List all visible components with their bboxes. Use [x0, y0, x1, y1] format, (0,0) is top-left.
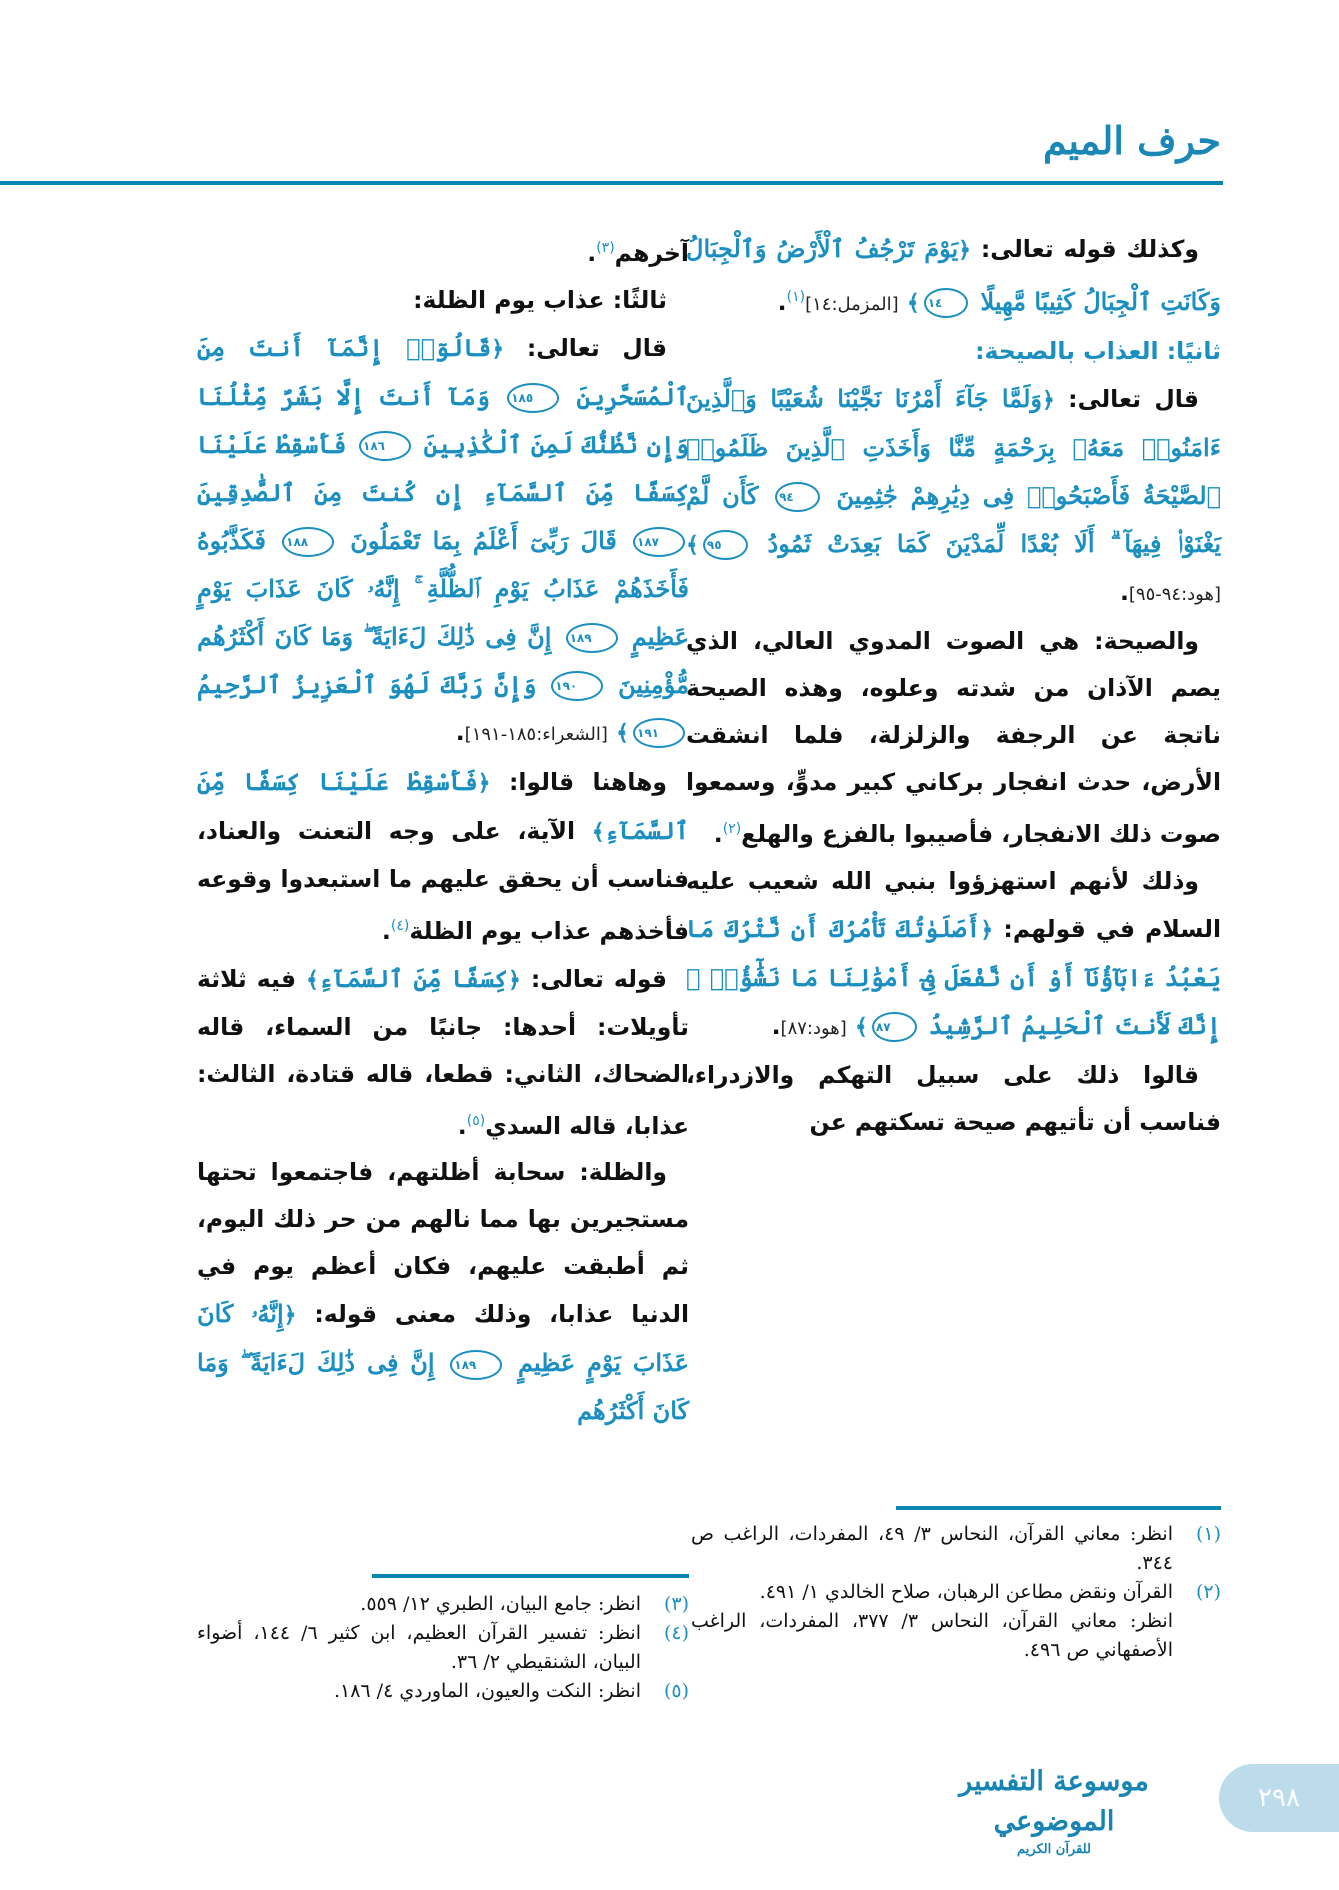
footnote-divider: [372, 1574, 689, 1578]
quran-close-bracket-icon: ﴾: [906, 290, 920, 316]
footnote-marker[interactable]: (٣): [596, 240, 615, 256]
quran-open-bracket-icon: ﴿: [980, 917, 994, 943]
section-heading: ثانيًا: العذاب بالصيحة:: [975, 336, 1221, 365]
body-text: قالوا ذلك على سبيل التهكم والازدراء، فناسب أن تأتيهم صيحة تسكتهم عن: [686, 1060, 1221, 1136]
quran-open-bracket-icon: ﴿: [958, 238, 972, 263]
footnote-number: (٢): [1195, 1581, 1221, 1603]
ayah-number: ١٤: [924, 288, 969, 318]
footnote-number: (٣): [663, 1593, 689, 1615]
quran-verse: وَإِنَّ رَبَّكَ لَهُوَ ٱلْعَزِيزُ ٱلرَّحِيمُ: [197, 669, 537, 699]
body-text: قوله تعالى:: [530, 964, 668, 993]
footnote: [691, 1520, 1221, 1578]
quran-verse: قَالُوٓا۟ إِنَّمَآ أَنتَ مِنَ ٱلْمُسَحَّرِينَ: [197, 332, 689, 411]
quran-open-bracket-icon: ﴿: [508, 967, 521, 993]
body-text: وذلك لأنهم استهزؤوا بنبي الله شعيب عليه السلام في قولهم:: [686, 866, 1222, 943]
body-text: وكذلك قوله تعالى:: [980, 235, 1199, 263]
quran-close-bracket-icon: ﴾: [591, 819, 605, 845]
quran-verse: وَمَآ أَنتَ إِلَّا بَشَرٌ مِّثْلُنَا وَإِن نَّظُنُّكَ لَمِنَ ٱلْكَٰذِبِينَ: [197, 381, 689, 459]
paragraph: قال تعالى: ﴿قَالُوٓا۟ إِنَّمَآ أَنتَ مِنَ ٱلْمُسَحَّرِينَ ١٨٥ وَمَآ أَنتَ إِلَّا بَشَرٌ مِّثْلُنَا وَإِن نَّظُنُّكَ لَمِنَ ٱلْكَٰذِبِينَ ١٨٦ فَأَسْقِطْ عَلَيْنَا كِسَفًا مِّنَ ٱلسَّمَآءِ إِن كُنتَ مِنَ ٱلصَّٰدِقِينَ ١٨٧ قَالَ رَبِّىٓ أَعْلَمُ بِمَا تَعْمَلُونَ ١٨٨ فَكَذَّبُوهُ فَأَخَذَهُمْ عَذَابُ يَوْمِ ٱلظُّلَّةِ ۚ إِنَّهُۥ كَانَ عَذَابَ يَوْمٍ عَظِيمٍ ١٨٩ إِنَّ فِى ذَٰلِكَ لَءَايَةً ۖ وَمَا كَانَ أَكْثَرُهُم مُّؤْمِنِينَ ١٩٠ وَإِنَّ رَبَّكَ لَهُوَ ٱلْعَزِيزُ ٱلرَّحِيمُ ١٩١﴾ [الشعراء:١٨٥-١٩١].: [197, 324, 689, 758]
verse-reference: [الشعراء:١٨٥-١٩١]: [464, 723, 608, 745]
ayah-number: ١٩٠: [551, 671, 603, 701]
ayah-number: ١٨٧: [633, 527, 685, 557]
quran-open-bracket-icon: ﴿: [477, 770, 491, 796]
quran-verse: وَلَمَّا جَآءَ أَمْرُنَا نَجَّيْنَا شُعَيْبًا وَٱلَّذِينَ ءَامَنُوا۟ مَعَهُۥ بِرَحْمَةٍ مِّنَّا وَأَخَذَتِ ٱلَّذِينَ ظَلَمُوا۟ ٱلصَّيْحَةُ فَأَصْبَحُوا۟ فِى دِيَٰرِهِمْ جَٰثِمِينَ: [686, 383, 1221, 510]
ayah-number: ١٩١: [633, 718, 685, 748]
footnote: [197, 1677, 689, 1706]
quran-verse: إِنَّ فِى ذَٰلِكَ لَءَايَةً ۖ وَمَا كَانَ أَكْثَرُهُم: [197, 1348, 689, 1426]
verse-reference: [هود:٨٧]: [780, 1017, 847, 1039]
quran-verse: كِسَفًا مِّنَ ٱلسَّمَآءِ: [318, 963, 508, 993]
ayah-number: ٩٤: [775, 482, 820, 512]
footnote-number: (١): [1195, 1523, 1221, 1545]
paragraph: والصيحة: هي الصوت المدوي العالي، الذي يصم الآذان من شدته وعلوه، وهذه الصيحة ناتجة عن الرجفة والزلزلة، فلما انشقت الأرض، حدث انفجار بركاني كبير مدوٍّ، وسمعوا صوت ذلك الانفجار، فأصيبوا بالفزع والهلع$^{(٢)}$.: [686, 626, 1221, 848]
quran-open-bracket-icon: ﴿: [1041, 387, 1055, 413]
section-heading: ثالثًا: عذاب يوم الظلة:: [413, 285, 667, 314]
ayah-number: ١٨٥: [507, 383, 559, 413]
footnote-marker[interactable]: (٢): [722, 820, 742, 837]
quran-close-bracket-icon: ﴾: [855, 1014, 868, 1040]
paragraph: وكذلك قوله تعالى: ﴿يَوْمَ تَرْجُفُ ٱلْأَرْضُ وَٱلْجِبَالُ وَكَانَتِ ٱلْجِبَالُ كَثِيبًا مَّهِيلًا ١٤﴾ [المزمل:١٤]$^{(١)}$.: [686, 225, 1221, 328]
footnote-marker[interactable]: (٤): [390, 917, 410, 934]
footnote-text: انظر: تفسير القرآن العظيم، ابن كثير ٦/ ١٤٤، أضواء البيان، الشنقيطي ٢/ ٣٦.: [197, 1622, 642, 1673]
footnotes-left: [197, 1590, 689, 1706]
footnote-marker[interactable]: (١): [786, 289, 806, 305]
verse-reference: [المزمل:١٤]: [805, 293, 899, 315]
footnote-marker[interactable]: (٥): [466, 1112, 486, 1129]
footnote-divider: [896, 1506, 1221, 1510]
quran-verse: فَأَسْقِطْ عَلَيْنَا كِسَفًا مِّنَ ٱلسَّمَآءِ: [197, 766, 689, 845]
quran-verse: كَأَن لَّمْ يَغْنَوْا۟ فِيهَآ ۗ أَلَا بُعْدًا لِّمَدْيَنَ كَمَا بَعِدَتْ ثَمُودُ: [686, 480, 1221, 558]
chapter-title: حرف الميم: [1043, 118, 1221, 163]
verse-reference: [هود:٩٤-٩٥]: [1128, 583, 1221, 605]
logo-title: موسوعة التفسير الموضوعي: [959, 1766, 1149, 1837]
footnote: [197, 1590, 689, 1619]
ayah-number: ١٨٩: [450, 1350, 502, 1380]
body-text: والصيحة: هي الصوت المدوي العالي، الذي يصم الآذان من شدته وعلوه، وهذه الصيحة ناتجة عن الرجفة والزلزلة، فلما انشقت الأرض، حدث انفجار بركاني كبير مدوٍّ، وسمعوا صوت ذلك الانفجار، فأصيبوا بالفزع والهلع: [686, 626, 1221, 848]
body-text: قال تعالى:: [1068, 384, 1199, 413]
quran-close-bracket-icon: ﴾: [306, 967, 319, 993]
footnote-text: انظر: معاني القرآن، النحاس ٣/ ٤٩، المفردات، الراغب ص ٣٤٤.: [691, 1523, 1173, 1574]
footnote-text: انظر: جامع البيان، الطبري ١٢/ ٥٥٩.: [360, 1593, 641, 1615]
ayah-number: ٩٥: [703, 530, 748, 560]
quran-close-bracket-icon: ﴾: [686, 532, 699, 558]
body-text: آخرهم: [614, 238, 689, 267]
ayah-number: ٨٧: [872, 1012, 917, 1042]
paragraph: آخرهم$^{(٣)}$.: [587, 238, 689, 267]
encyclopedia-logo: [929, 1762, 1179, 1858]
footnote: [691, 1578, 1221, 1607]
paragraph: قال تعالى: ﴿وَلَمَّا جَآءَ أَمْرُنَا نَجَّيْنَا شُعَيْبًا وَٱلَّذِينَ ءَامَنُوا۟ مَعَهُۥ بِرَحْمَةٍ مِّنَّا وَأَخَذَتِ ٱلَّذِينَ ظَلَمُوا۟ ٱلصَّيْحَةُ فَأَصْبَحُوا۟ فِى دِيَٰرِهِمْ جَٰثِمِينَ ٩٤ كَأَن لَّمْ يَغْنَوْا۟ فِيهَآ ۗ أَلَا بُعْدًا لِّمَدْيَنَ كَمَا بَعِدَتْ ثَمُودُ ٩٥﴾ [هود:٩٤-٩٥].: [686, 383, 1221, 606]
paragraph: [686, 1052, 1221, 1146]
quran-open-bracket-icon: ﴿: [491, 336, 505, 362]
quran-verse: فَأَسْقِطْ عَلَيْنَا كِسَفًا مِّنَ ٱلسَّمَآءِ إِن كُنتَ مِنَ ٱلصَّٰدِقِينَ: [197, 429, 689, 507]
quran-close-bracket-icon: ﴾: [616, 720, 630, 746]
paragraph: قوله تعالى: ﴿كِسَفًا مِّنَ ٱلسَّمَآءِ﴾ فيه ثلاثة تأويلات: أحدها: جانبًا من السماء، قاله الضحاك، الثاني: قطعا، قاله قتادة، الثالث: عذابا، قاله السدي$^{(٥)}$.: [197, 963, 689, 1140]
footnote-text: انظر: معاني القرآن، النحاس ٣/ ٣٧٧، المفردات، الراغب الأصفهاني ص ٤٩٦.: [691, 1610, 1174, 1661]
footnote-text: انظر: النكت والعيون، الماوردي ٤/ ١٨٦.: [333, 1680, 641, 1702]
quran-verse: فَكَذَّبُوهُ فَأَخَذَهُمْ عَذَابُ يَوْمِ ٱلظُّلَّةِ ۚ إِنَّهُۥ كَانَ عَذَابَ يَوْمٍ عَظِيمٍ: [197, 525, 689, 651]
quran-verse: يَوْمَ تَرْجُفُ ٱلْأَرْضُ وَٱلْجِبَالُ وَكَانَتِ ٱلْجِبَالُ كَثِيبًا مَّهِيلًا: [686, 234, 1221, 316]
paragraph: وهاهنا قالوا: ﴿فَأَسْقِطْ عَلَيْنَا كِسَفًا مِّنَ ٱلسَّمَآءِ﴾ الآية، على وجه التعنت والعناد، فناسب أن يحقق عليهم ما استبعدوا وقوعه فأخذهم عذاب يوم الظلة$^{(٤)}$.: [197, 766, 689, 945]
footnotes-right: [691, 1520, 1221, 1665]
body-text: فيه ثلاثة تأويلات: أحدها: جانبًا من السماء، قاله الضحاك، الثاني: قطعا، قاله قتادة، الثالث: عذابا، قاله السدي: [197, 964, 689, 1140]
footnote: [691, 1607, 1221, 1665]
body-text: الآية، على وجه التعنت والعناد، فناسب أن يحقق عليهم ما استبعدوا وقوعه فأخذهم عذاب يوم الظلة: [197, 816, 689, 945]
header-divider: [0, 181, 1223, 185]
body-text: والظلة: سحابة أظلتهم، فاجتمعوا تحتها مستجيرين بها مما نالهم من حر ذلك اليوم، ثم أطبقت عليهم، فكان أعظم يوم في الدنيا عذابا، وذلك معنى قوله:: [197, 1158, 690, 1329]
paragraph: وذلك لأنهم استهزؤوا بنبي الله شعيب عليه السلام في قولهم: ﴿أَصَلَوٰتُكَ تَأْمُرُكَ أَن نَّتْرُكَ مَا يَعْبُدُ ءَابَآؤُنَآ أَوْ أَن نَّفْعَلَ فِىٓ أَمْوَٰلِنَا مَا نَشَٰٓؤُا۟ ۖ إِنَّكَ لَأَنتَ ٱلْحَلِيمُ ٱلرَّشِيدُ ٨٧﴾ [هود:٨٧].: [686, 858, 1221, 1052]
ayah-number: ١٨٩: [566, 623, 618, 653]
footnote-text: القرآن ونقض مطاعن الرهبان، صلاح الخالدي ١/ ٤٩١.: [759, 1581, 1173, 1603]
quran-verse: أَصَلَوٰتُكَ تَأْمُرُكَ أَن نَّتْرُكَ مَا يَعْبُدُ ءَابَآؤُنَآ أَوْ أَن نَّفْعَلَ فِىٓ أَمْوَٰلِنَا مَا نَشَٰٓؤُا۟ ۖ إِنَّكَ لَأَنتَ ٱلْحَلِيمُ ٱلرَّشِيدُ: [686, 913, 1222, 1040]
body-text: وهاهنا قالوا:: [508, 767, 667, 796]
body-text: قال تعالى:: [526, 333, 667, 362]
logo-subtitle: للقرآن الكريم: [1017, 1842, 1091, 1857]
page-number: ٢٩٨: [1219, 1764, 1339, 1832]
quran-verse: إِنَّهُۥ كَانَ عَذَابَ يَوْمٍ عَظِيمٍ: [197, 1299, 689, 1378]
ayah-number: ١٨٦: [359, 431, 411, 461]
ayah-number: ١٨٨: [282, 527, 334, 557]
paragraph: [197, 1149, 689, 1435]
footnote: [197, 1619, 689, 1677]
right-column: [686, 225, 1221, 1146]
left-column: [197, 225, 689, 1435]
footnote-number: (٤): [663, 1622, 689, 1644]
footnote-number: (٥): [663, 1680, 689, 1702]
quran-verse: إِنَّ فِى ذَٰلِكَ لَءَايَةً ۖ وَمَا كَانَ أَكْثَرُهُم مُّؤْمِنِينَ: [197, 621, 689, 699]
quran-verse: قَالَ رَبِّىٓ أَعْلَمُ بِمَا تَعْمَلُونَ: [350, 525, 617, 555]
quran-open-bracket-icon: ﴿: [283, 1303, 297, 1329]
